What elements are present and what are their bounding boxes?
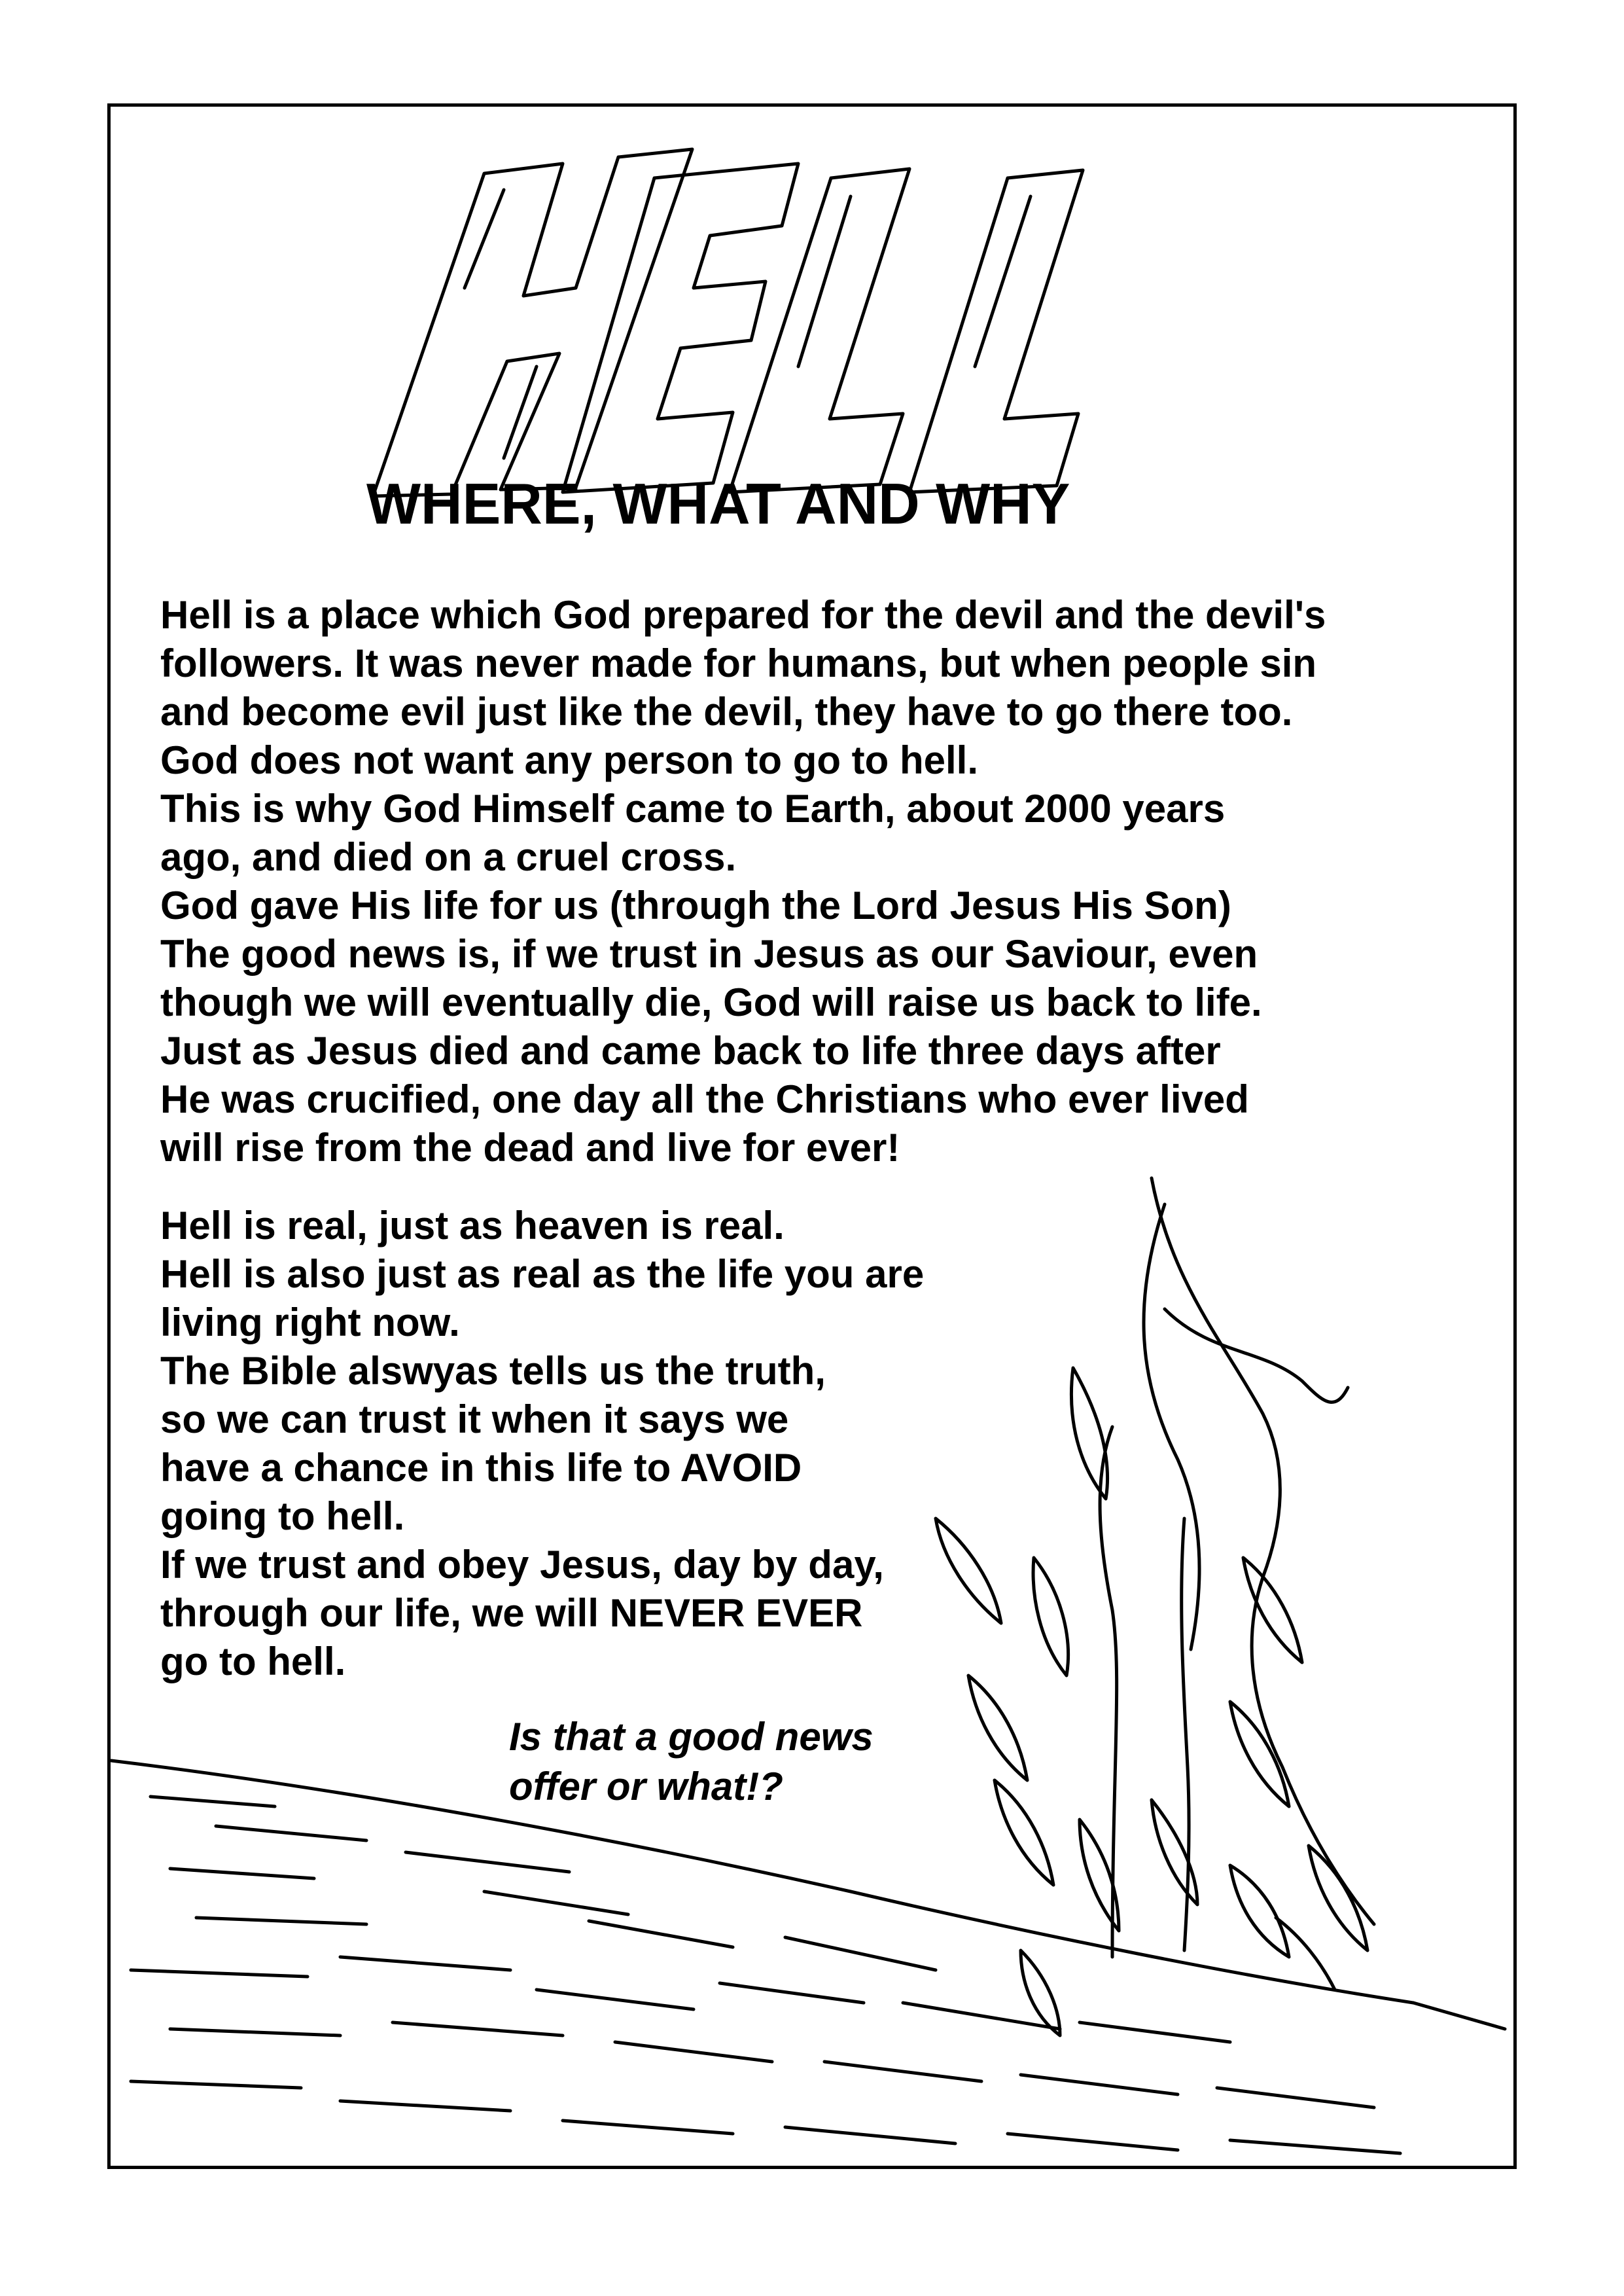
paragraph-hell-is-real: [160, 1202, 924, 1686]
text-line: Hell is real, just as heaven is real.: [160, 1204, 785, 1247]
text-line: Hell is a place which God prepared for the devil and the devil's: [160, 593, 1326, 637]
text-line: going to hell.: [160, 1494, 405, 1538]
text-line: have a chance in this life to AVOID: [160, 1446, 802, 1490]
text-line: ago, and died on a cruel cross.: [160, 835, 737, 879]
text-line: offer or what!?: [509, 1765, 783, 1808]
text-line: Hell is also just as real as the life you are: [160, 1252, 925, 1296]
text-line: followers. It was never made for humans, but when people sin: [160, 641, 1317, 685]
text-line: Is that a good news: [509, 1715, 874, 1759]
flames-drawing: [936, 1178, 1374, 2036]
page-subtitle: WHERE, WHAT AND WHY: [366, 471, 1070, 536]
text-line: go to hell.: [160, 1640, 346, 1683]
text-line: so we can trust it when it says we: [160, 1397, 789, 1441]
text-line: The Bible alswyas tells us the truth,: [160, 1349, 826, 1393]
text-line: through our life, we will NEVER EVER: [160, 1591, 863, 1635]
text-line: God does not want any person to go to hell.: [160, 738, 979, 782]
text-line: Just as Jesus died and came back to life three days after: [160, 1029, 1221, 1073]
text-line: God gave His life for us (through the Lord Jesus His Son): [160, 884, 1231, 927]
hell-title-lettering: [373, 149, 1083, 496]
text-line: though we will eventually die, God will raise us back to life.: [160, 980, 1262, 1024]
ground-drawing: [111, 1761, 1505, 2153]
text-line: If we trust and obey Jesus, day by day,: [160, 1543, 884, 1587]
text-line: He was crucified, one day all the Christians who ever lived: [160, 1077, 1249, 1121]
text-line: and become evil just like the devil, they have to go there too.: [160, 690, 1293, 734]
text-line: will rise from the dead and live for ever!: [160, 1126, 900, 1170]
text-line: The good news is, if we trust in Jesus as our Saviour, even: [160, 932, 1258, 976]
closing-question: [509, 1712, 874, 1812]
paragraph-intro: [160, 591, 1326, 1172]
text-line: living right now.: [160, 1300, 460, 1344]
text-line: This is why God Himself came to Earth, about 2000 years: [160, 787, 1226, 831]
